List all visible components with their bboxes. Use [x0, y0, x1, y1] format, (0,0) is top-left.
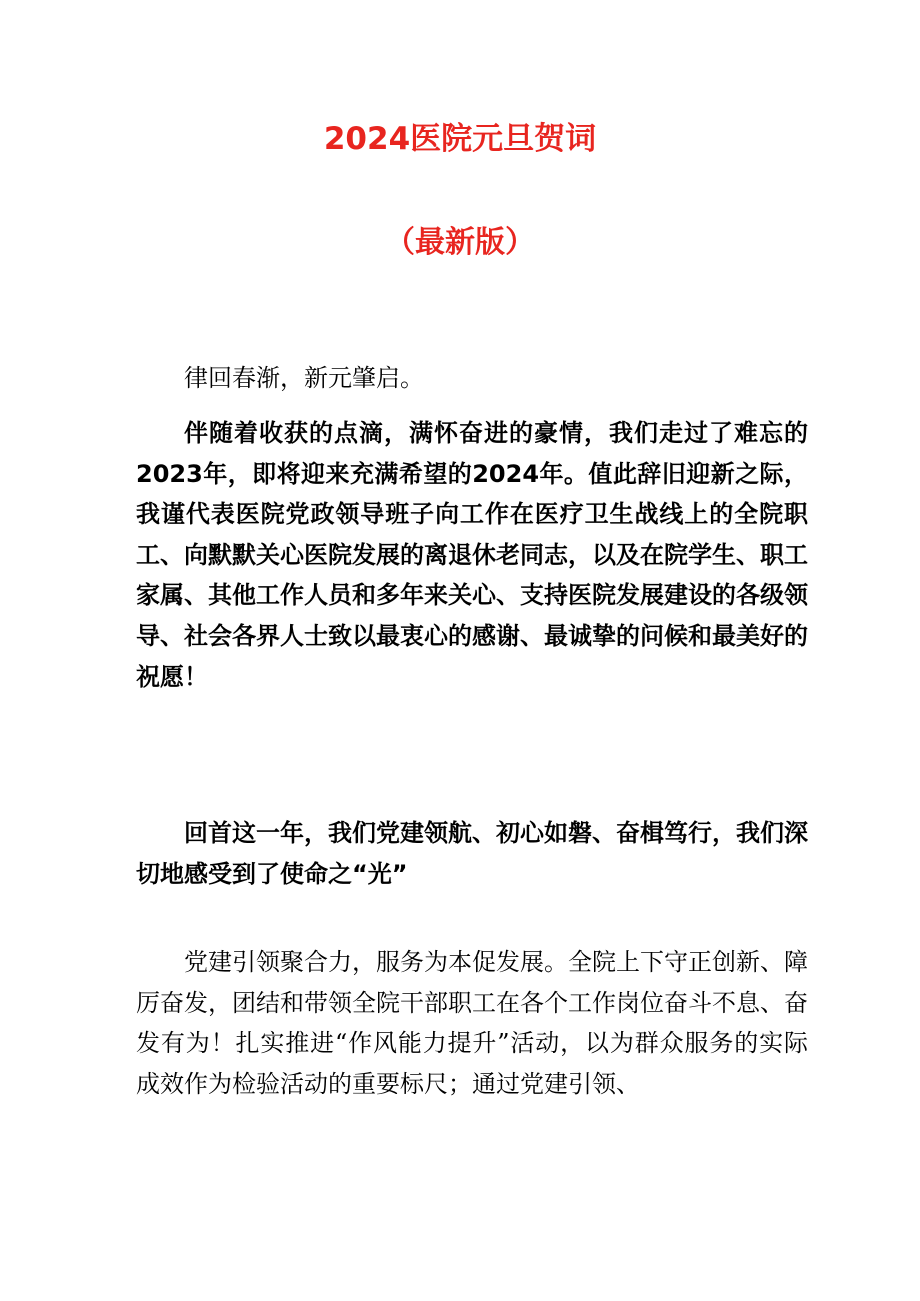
- paragraph-party-building: 党建引领聚合力，服务为本促发展。全院上下守正创新、障厉奋发，团结和带领全院干部职工在各个工作岗位奋斗不息、奋发有为！扎实推进“作风能力提升”活动，以为群众服务的实际成效作为检验活动的重要标尺；通过党建引领、: [136, 948, 808, 1098]
- document-subtitle: （最新版）: [385, 225, 535, 260]
- paragraph-greeting: 伴随着收获的点滴，满怀奋进的豪情，我们走过了难忘的2023年，即将迎来充满希望的2024年。值此辞旧迎新之际，我谨代表医院党政领导班子向工作在医疗卫生战线上的全院职工、向默默关心医院发展的离退休老同志，以及在院学生、职工家属、其他工作人员和多年来关心、支持医院发展建设的各级领导、社会各界人士致以最衷心的感谢、最诚挚的问候和最美好的祝愿！: [136, 419, 808, 691]
- paragraph-opening: 律回春渐，新元肇启。: [184, 364, 424, 392]
- paragraph-review: 回首这一年，我们党建领航、初心如磐、奋楫笃行，我们深切地感受到了使命之“光”: [136, 819, 808, 888]
- document-title: 2024医院元旦贺词: [323, 121, 597, 157]
